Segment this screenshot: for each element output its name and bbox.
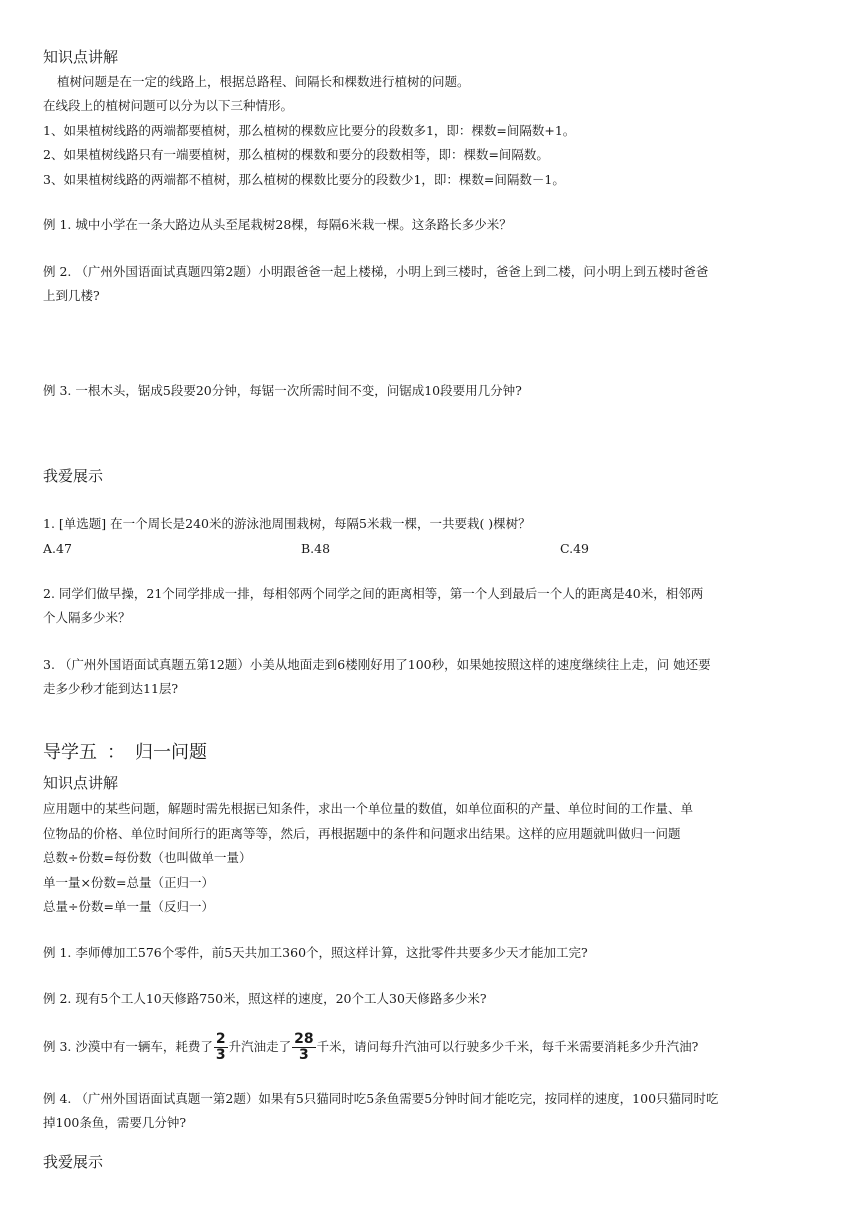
unit-example-4-line-1: 例 4. （广州外国语面试真题一第2题）如果有5只猫同时吃5条鱼需要5分钟时间才能吃完，按同样的速度，100只猫同时吃 bbox=[43, 1091, 719, 1106]
unit-desc-line-1: 应用题中的某些问题，解题时需先根据已知条件，求出一个单位量的数值，如单位面积的产量、单位时间的工作量、单 bbox=[43, 801, 694, 816]
practice-question-3-line-2: 走多少秒才能到达11层? bbox=[43, 681, 179, 696]
practice-question-2-line-2: 个人隔多少米？ bbox=[43, 610, 131, 625]
unit-show-heading: 我爱展示 bbox=[43, 1153, 104, 1171]
section-name: 归一问题 bbox=[135, 742, 207, 763]
fraction-denominator: 3 bbox=[215, 1047, 226, 1063]
tree-example-2-line-2: 上到几楼? bbox=[43, 288, 100, 303]
fraction-numerator: 2 bbox=[215, 1031, 226, 1047]
practice-option-c: C.49 bbox=[560, 541, 589, 556]
unit-example-3 bbox=[43, 1028, 698, 1066]
unit-example-3-part-c: 千米，请问每升汽油可以行驶多少千米，每千米需要消耗多少升汽油? bbox=[316, 1039, 699, 1054]
unit-knowledge-heading: 知识点讲解 bbox=[43, 774, 119, 792]
tree-case-1: 1、如果植树线路的两端都要植树，那么植树的棵数应比要分的段数多1，即：棵数=间隔数+1。 bbox=[43, 123, 576, 138]
tree-cases-intro: 在线段上的植树问题可以分为以下三种情形。 bbox=[43, 98, 294, 113]
fraction-twenty-eight-thirds bbox=[292, 1032, 315, 1063]
unit-formula-2: 单一量×份数=总量（正归一） bbox=[43, 875, 214, 890]
practice-option-b: B.48 bbox=[301, 541, 331, 556]
unit-example-2: 例 2. 现有5个工人10天修路750米，照这样的速度，20个工人30天修路多少米? bbox=[43, 991, 487, 1006]
fraction-two-thirds bbox=[214, 1032, 228, 1063]
section-colon: ： bbox=[107, 742, 125, 763]
section-label: 导学五 bbox=[43, 742, 97, 763]
tree-example-1: 例 1. 城中小学在一条大路边从头至尾栽树28棵，每隔6米栽一棵。这条路长多少米？ bbox=[43, 217, 512, 232]
tree-intro: 植树问题是在一定的线路上，根据总路程、间隔长和棵数进行植树的问题。 bbox=[57, 74, 470, 89]
practice-question-2-line-1: 2. 同学们做早操，21个同学排成一排，每相邻两个同学之间的距离相等，第一个人到最后一个人的距离是40米，相邻两 bbox=[43, 586, 704, 601]
unit-example-3-part-a: 例 3. 沙漠中有一辆车，耗费了 bbox=[43, 1039, 213, 1054]
tree-case-2: 2、如果植树线路只有一端要植树，那么植树的棵数和要分的段数相等，即：棵数=间隔数。 bbox=[43, 147, 549, 162]
unit-formula-1: 总数÷份数=每份数（也叫做单一量） bbox=[43, 850, 252, 865]
practice-question-1: 1. [单选题] 在一个周长是240米的游泳池周围栽树，每隔5米栽一棵，一共要栽( )棵树？ bbox=[43, 516, 531, 531]
unit-example-3-part-b: 升汽油走了 bbox=[228, 1039, 292, 1054]
practice-option-a: A.47 bbox=[43, 541, 72, 556]
fraction-denominator: 3 bbox=[299, 1047, 309, 1063]
section-title bbox=[43, 741, 207, 765]
unit-example-4-line-2: 掉100条鱼，需要几分钟? bbox=[43, 1115, 187, 1130]
tree-example-3: 例 3. 一根木头，锯成5段要20分钟，每锯一次所需时间不变，问锯成10段要用几分钟? bbox=[43, 383, 522, 398]
fraction-numerator: 28 bbox=[294, 1031, 314, 1047]
knowledge-heading: 知识点讲解 bbox=[43, 48, 119, 66]
unit-formula-3: 总量÷份数=单一量（反归一） bbox=[43, 899, 214, 914]
tree-example-2-line-1: 例 2. （广州外国语面试真题四第2题）小明跟爸爸一起上楼梯，小明上到三楼时，爸爸上到二楼，问小明上到五楼时爸爸 bbox=[43, 264, 709, 279]
show-heading: 我爱展示 bbox=[43, 467, 104, 485]
unit-desc-line-2: 位物品的价格、单位时间所行的距离等等，然后，再根据题中的条件和问题求出结果。这样的应用题就叫做归一问题 bbox=[43, 826, 681, 841]
tree-case-3: 3、如果植树线路的两端都不植树，那么植树的棵数比要分的段数少1，即：棵数=间隔数－1。 bbox=[43, 172, 565, 187]
practice-question-3-line-1: 3. （广州外国语面试真题五第12题）小美从地面走到6楼刚好用了100秒，如果她按照这样的速度继续往上走，问 她还要 bbox=[43, 657, 711, 672]
unit-example-1: 例 1. 李师傅加工576个零件，前5天共加工360个，照这样计算，这批零件共要多少天才能加工完? bbox=[43, 945, 588, 960]
